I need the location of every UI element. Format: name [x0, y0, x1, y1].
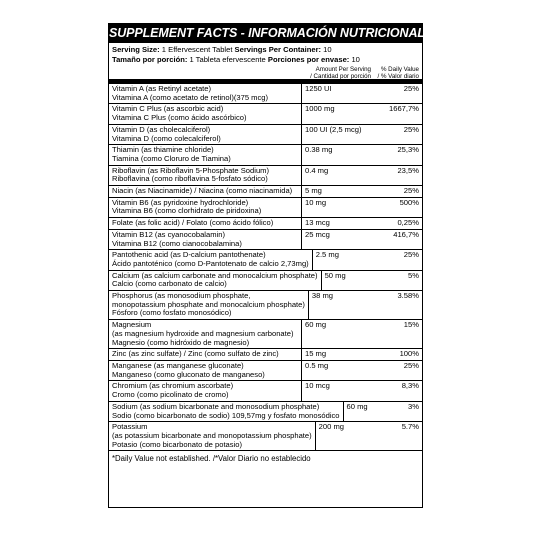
nutrient-amount: 5 mg: [301, 186, 376, 197]
nutrient-name-line: Riboflavina (como riboflavina 5-fosfato sódico): [112, 174, 268, 184]
servings-per-container-value: 10: [321, 45, 332, 54]
table-row: [109, 271, 422, 291]
nutrient-name-line: Chromium (as chromium ascorbate): [112, 381, 234, 391]
nutrient-amount: 0.38 mg: [301, 145, 376, 164]
table-row: [109, 402, 422, 422]
nutrient-name-line: Vitamin B6 (as pyridoxine hydrochloride): [112, 197, 249, 207]
nutrient-name: [109, 166, 301, 185]
serving-size-value: 1 Effervescent Tablet: [159, 45, 235, 54]
nutrient-name-line: (as magnesium hydroxide and magnesium carbonate): [112, 328, 294, 338]
daily-value-header-es: / % Valor diario: [377, 72, 419, 80]
nutrient-name-line: Vitamin D (as cholecalciferol): [112, 124, 211, 134]
nutrient-name-line: Pantothenic acid (as D-calcium pantothenate): [112, 250, 266, 260]
nutrient-name-line: Calcium (as calcium carbonate and monocalcium phosphate): [112, 270, 318, 280]
nutrient-name-line: Vitamina C Plus (como ácido ascórbico): [112, 113, 247, 123]
nutrient-name-line: Vitamin A (as Retinyl acetate): [112, 84, 212, 93]
nutrient-name-line: Sodio (como bicarbonato de sodio) 109,57mg y fosfato monosódico: [112, 410, 340, 420]
servings-per-container-label: Servings Per Container:: [234, 45, 322, 54]
nutrient-amount: 25 mcg: [301, 230, 376, 249]
table-row: [109, 145, 422, 165]
nutrient-name: [109, 422, 315, 450]
nutrient-daily-value: 25%: [403, 124, 419, 134]
tamano-porcion-value: 1 Tableta efervescente: [187, 54, 268, 64]
nutrient-name: [109, 250, 312, 269]
nutrient-name: [109, 198, 301, 217]
nutrient-name: [109, 104, 301, 123]
table-row: [109, 84, 422, 104]
serving-size-label: Serving Size:: [112, 45, 160, 54]
nutrient-daily-value: 25%: [403, 250, 419, 260]
nutrient-name-line: Niacin (as Niacinamide) / Niacina (como niacinamida): [112, 186, 293, 196]
nutrient-daily-value: 0,25%: [397, 218, 419, 228]
nutrient-name: [109, 230, 301, 249]
nutrient-amount: 60 mg: [301, 320, 376, 348]
nutrient-name-line: Vitamina D (como colecalciferol): [112, 133, 221, 143]
nutrient-amount: 100 UI (2,5 mcg): [301, 125, 376, 144]
nutrient-daily-value: 23,5%: [397, 165, 419, 175]
nutrient-name-line: Potassium: [112, 422, 148, 432]
nutrient-amount: 50 mg: [321, 271, 384, 290]
nutrient-daily-value: 5.7%: [401, 422, 419, 432]
nutrient-name: [109, 271, 321, 290]
nutrient-daily-value: 15%: [403, 320, 419, 330]
nutrient-name-line: Magnesio (como hidróxido de magnesio): [112, 337, 250, 347]
table-row: [109, 125, 422, 145]
nutrient-name: [109, 402, 343, 421]
amount-header: [275, 67, 371, 79]
nutrient-name: [109, 361, 301, 380]
porciones-envase-label: Porciones por envase:: [267, 54, 350, 64]
table-row: [109, 230, 422, 250]
panel-title: SUPPLEMENT FACTS - INFORMACIÓN NUTRICIONAL: [109, 24, 422, 43]
nutrient-amount: 1000 mg: [301, 104, 376, 123]
nutrient-name: [109, 84, 301, 103]
table-row: [109, 361, 422, 381]
nutrient-name-line: Folate (as folic acid) / Folato (como ácido fólico): [112, 218, 274, 228]
nutrient-amount: 10 mg: [301, 198, 376, 217]
nutrient-amount: 13 mcg: [301, 218, 376, 229]
nutrient-name-line: Potasio (como bicarbonato de potasio): [112, 439, 243, 449]
nutrient-daily-value: 5%: [408, 270, 419, 280]
nutrient-name-line: Magnesium: [112, 320, 152, 330]
daily-value-header-en: % Daily Value: [380, 66, 419, 73]
porciones-envase-value: 10: [349, 54, 360, 64]
nutrient-daily-value: 500%: [399, 197, 419, 207]
tamano-porcion-label: Tamaño por porción:: [112, 54, 188, 64]
nutrient-daily-value: 25,3%: [397, 145, 419, 155]
nutrient-name-line: Riboflavin (as Riboflavin 5-Phosphate Sodium): [112, 165, 270, 175]
nutrient-name: [109, 349, 301, 360]
nutrient-name-line: Tiamina (como Cloruro de Tiamina): [112, 153, 231, 163]
table-row: [109, 291, 422, 320]
nutrient-amount: 1250 UI: [301, 84, 376, 103]
table-row: [109, 349, 422, 361]
nutrient-name-line: Thiamin (as thiamine chloride): [112, 145, 214, 155]
daily-value-header: [371, 67, 419, 79]
table-row: [109, 250, 422, 270]
nutrient-name-line: (as potassium bicarbonate and monopotassium phosphate): [112, 430, 312, 440]
nutrient-amount: 0.5 mg: [301, 361, 376, 380]
table-row: [109, 186, 422, 198]
nutrient-name: [109, 145, 301, 164]
nutrient-name-line: Calcio (como carbonato de calcio): [112, 279, 227, 289]
nutrient-name-line: Sodium (as sodium bicarbonate and monosodium phosphate): [112, 401, 320, 411]
table-row: [109, 422, 422, 451]
nutrient-name: [109, 381, 301, 400]
footnote: *Daily Value not established. /*Valor Diario no establecido: [112, 454, 311, 464]
nutrient-name-line: Manganeso (como gluconato de manganeso): [112, 369, 265, 379]
nutrient-name: [109, 186, 301, 197]
nutrient-name-line: monopotassium phosphate and monocalcium phosphate): [112, 299, 305, 309]
nutrient-name-line: Vitamin C Plus (as ascorbic acid): [112, 104, 224, 114]
nutrient-name-line: Ácido pantoténico (como D-Pantotenato de calcio 2,73mg): [112, 258, 309, 268]
nutrient-amount: 15 mg: [301, 349, 376, 360]
nutrient-daily-value: 3.58%: [397, 291, 419, 301]
table-row: [109, 166, 422, 186]
serving-info-es: [109, 55, 422, 65]
table-row: [109, 218, 422, 230]
nutrient-name: [109, 320, 301, 348]
nutrient-name-line: Cromo (como picolinato de cromo): [112, 390, 229, 400]
nutrient-name-line: Phosphorus (as monosodium phosphate,: [112, 291, 251, 301]
nutrient-daily-value: 416,7%: [393, 229, 419, 239]
nutrient-daily-value: 1667,7%: [389, 104, 419, 114]
column-header: [109, 64, 422, 80]
amount-header-en: Amount Per Serving: [315, 66, 371, 73]
nutrient-name-line: Fósforo (como fosfato monosódico): [112, 308, 232, 318]
table-row: [109, 320, 422, 349]
nutrient-daily-value: 3%: [408, 401, 419, 411]
nutrient-name: [109, 291, 308, 319]
nutrient-name: [109, 125, 301, 144]
nutrient-amount: 200 mg: [315, 422, 381, 450]
serving-info-en: [109, 43, 422, 55]
nutrient-daily-value: 25%: [403, 186, 419, 196]
nutrient-amount: 0.4 mg: [301, 166, 376, 185]
nutrient-amount: 60 mg: [343, 402, 392, 421]
nutrient-name-line: Vitamina A (como acetato de retinol)(375 mcg): [112, 92, 269, 102]
table-row: [109, 198, 422, 218]
table-row: [109, 104, 422, 124]
nutrient-name-line: Manganese (as manganese gluconate): [112, 360, 244, 370]
table-row: [109, 381, 422, 401]
nutrient-amount: 10 mcg: [301, 381, 376, 400]
nutrient-table: [109, 84, 422, 451]
nutrient-name-line: Vitamina B12 (como cianocobalamina): [112, 238, 242, 248]
nutrient-daily-value: 8,3%: [401, 381, 419, 391]
nutrient-name-line: Vitamin B12 (as cyanocobalamin): [112, 229, 225, 239]
nutrient-name-line: Vitamina B6 (como clorhidrato de piridoxina): [112, 206, 262, 216]
nutrient-daily-value: 100%: [399, 349, 419, 359]
nutrient-daily-value: 25%: [403, 360, 419, 370]
amount-header-es: / Cantidad por porción: [310, 72, 371, 80]
nutrient-daily-value: 25%: [403, 84, 419, 93]
nutrient-amount: 2.5 mg: [312, 250, 380, 269]
nutrient-name-line: Zinc (as zinc sulfate) / Zinc (como sulfato de zinc): [112, 349, 279, 359]
nutrient-name: [109, 218, 301, 229]
nutrient-amount: 38 mg: [308, 291, 379, 319]
supplement-facts-panel: [108, 23, 423, 508]
